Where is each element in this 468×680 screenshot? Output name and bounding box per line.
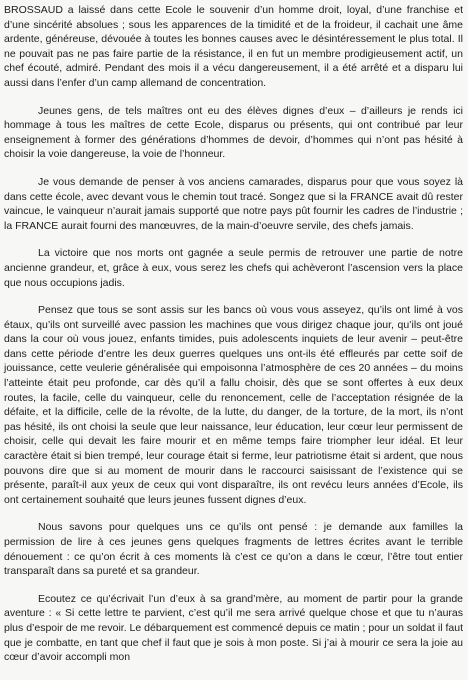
paragraph-jeunes-gens: Jeunes gens, de tels maîtres ont eu des élèves dignes d’eux – d’ailleurs je rends ici hommage à tous les maîtres de cette Ecole, disparus ou présents, qui ont contribué par leur enseignement à former des générations d’hommes de devoir, d’hommes qui n’ont pas hésité à choisir la voie dangereuse, la voie de l’honneur.	[4, 104, 463, 161]
paragraph-brossaud: BROSSAUD a laissé dans cette Ecole le souvenir d’un homme droit, loyal, d’une franchise et d’une sincérité absolues ; sous les apparences de la timidité et de la froideur, il cachait une âme ardente, généreuse, dévouée à toutes les bonnes causes avec le désintéressement le plus total. Il ne pouvait pas ne pas faire partie de la résistance, il en fut un membre prodigieusement actif, un chef écouté, admiré. Pendant des mois il a vécu dangereusement, il a été arrêté et a disparu lui aussi dans l’enfer d’un camp allemand de concentration.	[4, 4, 463, 89]
paragraph-spacer	[4, 579, 463, 592]
paragraph-victoire: La victoire que nos morts ont gagnée a seule permis de retrouver une partie de notre ancienne grandeur, et, grâce à eux, vous serez les chefs qui achèveront l’ascension vers la place que nous occupions jadis.	[4, 247, 463, 289]
paragraph-spacer	[4, 91, 463, 104]
paragraph-spacer	[4, 290, 463, 303]
paragraph-nous-savons: Nous savons pour quelques uns ce qu’ils ont pensé : je demande aux familles la permission de lire à ces jeunes gens quelques fragments de lettres écrites avant le terrible dénouement : ce qu’on écrit à ces moments là c’est ce qu’on a dans le cœur, l’être tout entier transparaît dans sa pureté et sa grandeur.	[4, 521, 463, 578]
paragraph-spacer	[4, 233, 463, 246]
paragraph-ecoutez: Ecoutez ce qu’écrivait l’un d’eux à sa grand’mère, au moment de partir pour la grande aventure : « Si cette lettre te parvient, c’est qu’il me sera arrivé quelque chose et que tu n’auras plus d’espoir de me revoir. Le débarquement est commencé depuis ce matin ; pour un soldat il faut que je combatte, en tant que chef il faut que je sois à mon poste. Si j’ai à mourir ce sera la joie au cœur d’avoir accompli mon	[4, 592, 463, 664]
paragraph-pensez: Pensez que tous se sont assis sur les bancs où vous vous asseyez, qu’ils ont limé à vos étaux, qu’ils ont surveillé avec passion les machines que vous dirigez chaque jour, qu’ils ont joué dans la cour où vous jouez, enfants timides, puis adolescents inquiets de leur avenir – peut-être dans cette période d’entre les deux guerres quelques uns ont-ils été effleurés par cette soif de jouissance, cette veulerie généralisée qui empoisonna l’atmosphère de ces 20 années – du moins l’atteinte était peu profonde, car dès qu’il a fallu choisir, dès que se sont offertes à eux deux routes, la facile, celle du vainqueur, celle du renoncement, celle de l’acceptation résignée de la défaite, et la difficile, celle de la révolte, de la lutte, du danger, de la torture, de la mort, ils n’ont pas hésité, ils ont choisi la seule que leur naissance, leur éducation, leur cœur leur permissent de choisir, celle qui devait les faire mourir et en même temps faire triompher leur idéal. Et leur caractère était si bien trempé, leur courage était si ferme, leur patriotisme était si ardent, que nous pouvons dire que si au moment de mourir dans le raccourci saisissant de l’existence qui se présente, paraît-il aux yeux de ceux qui vont disparaître, ils ont revécu leurs années d’Ecole, ils ont certainement souhaité que leurs jeunes fussent dignes d’eux.	[4, 304, 463, 506]
paragraph-spacer	[4, 162, 463, 175]
paragraph-anciens-camarades: Je vous demande de penser à vos anciens camarades, disparus pour que vous soyez là dans cette école, avec devant vous le chemin tout tracé. Songez que si la FRANCE avait dû rester vaincue, le vainqueur n’aurait jamais supporté que notre pays pût fournir les cadres de l’industrie ; la FRANCE aurait fourni des manœuvres, de la main-d’oeuvre servile, des chefs jamais.	[4, 175, 463, 232]
paragraph-spacer	[4, 507, 463, 520]
